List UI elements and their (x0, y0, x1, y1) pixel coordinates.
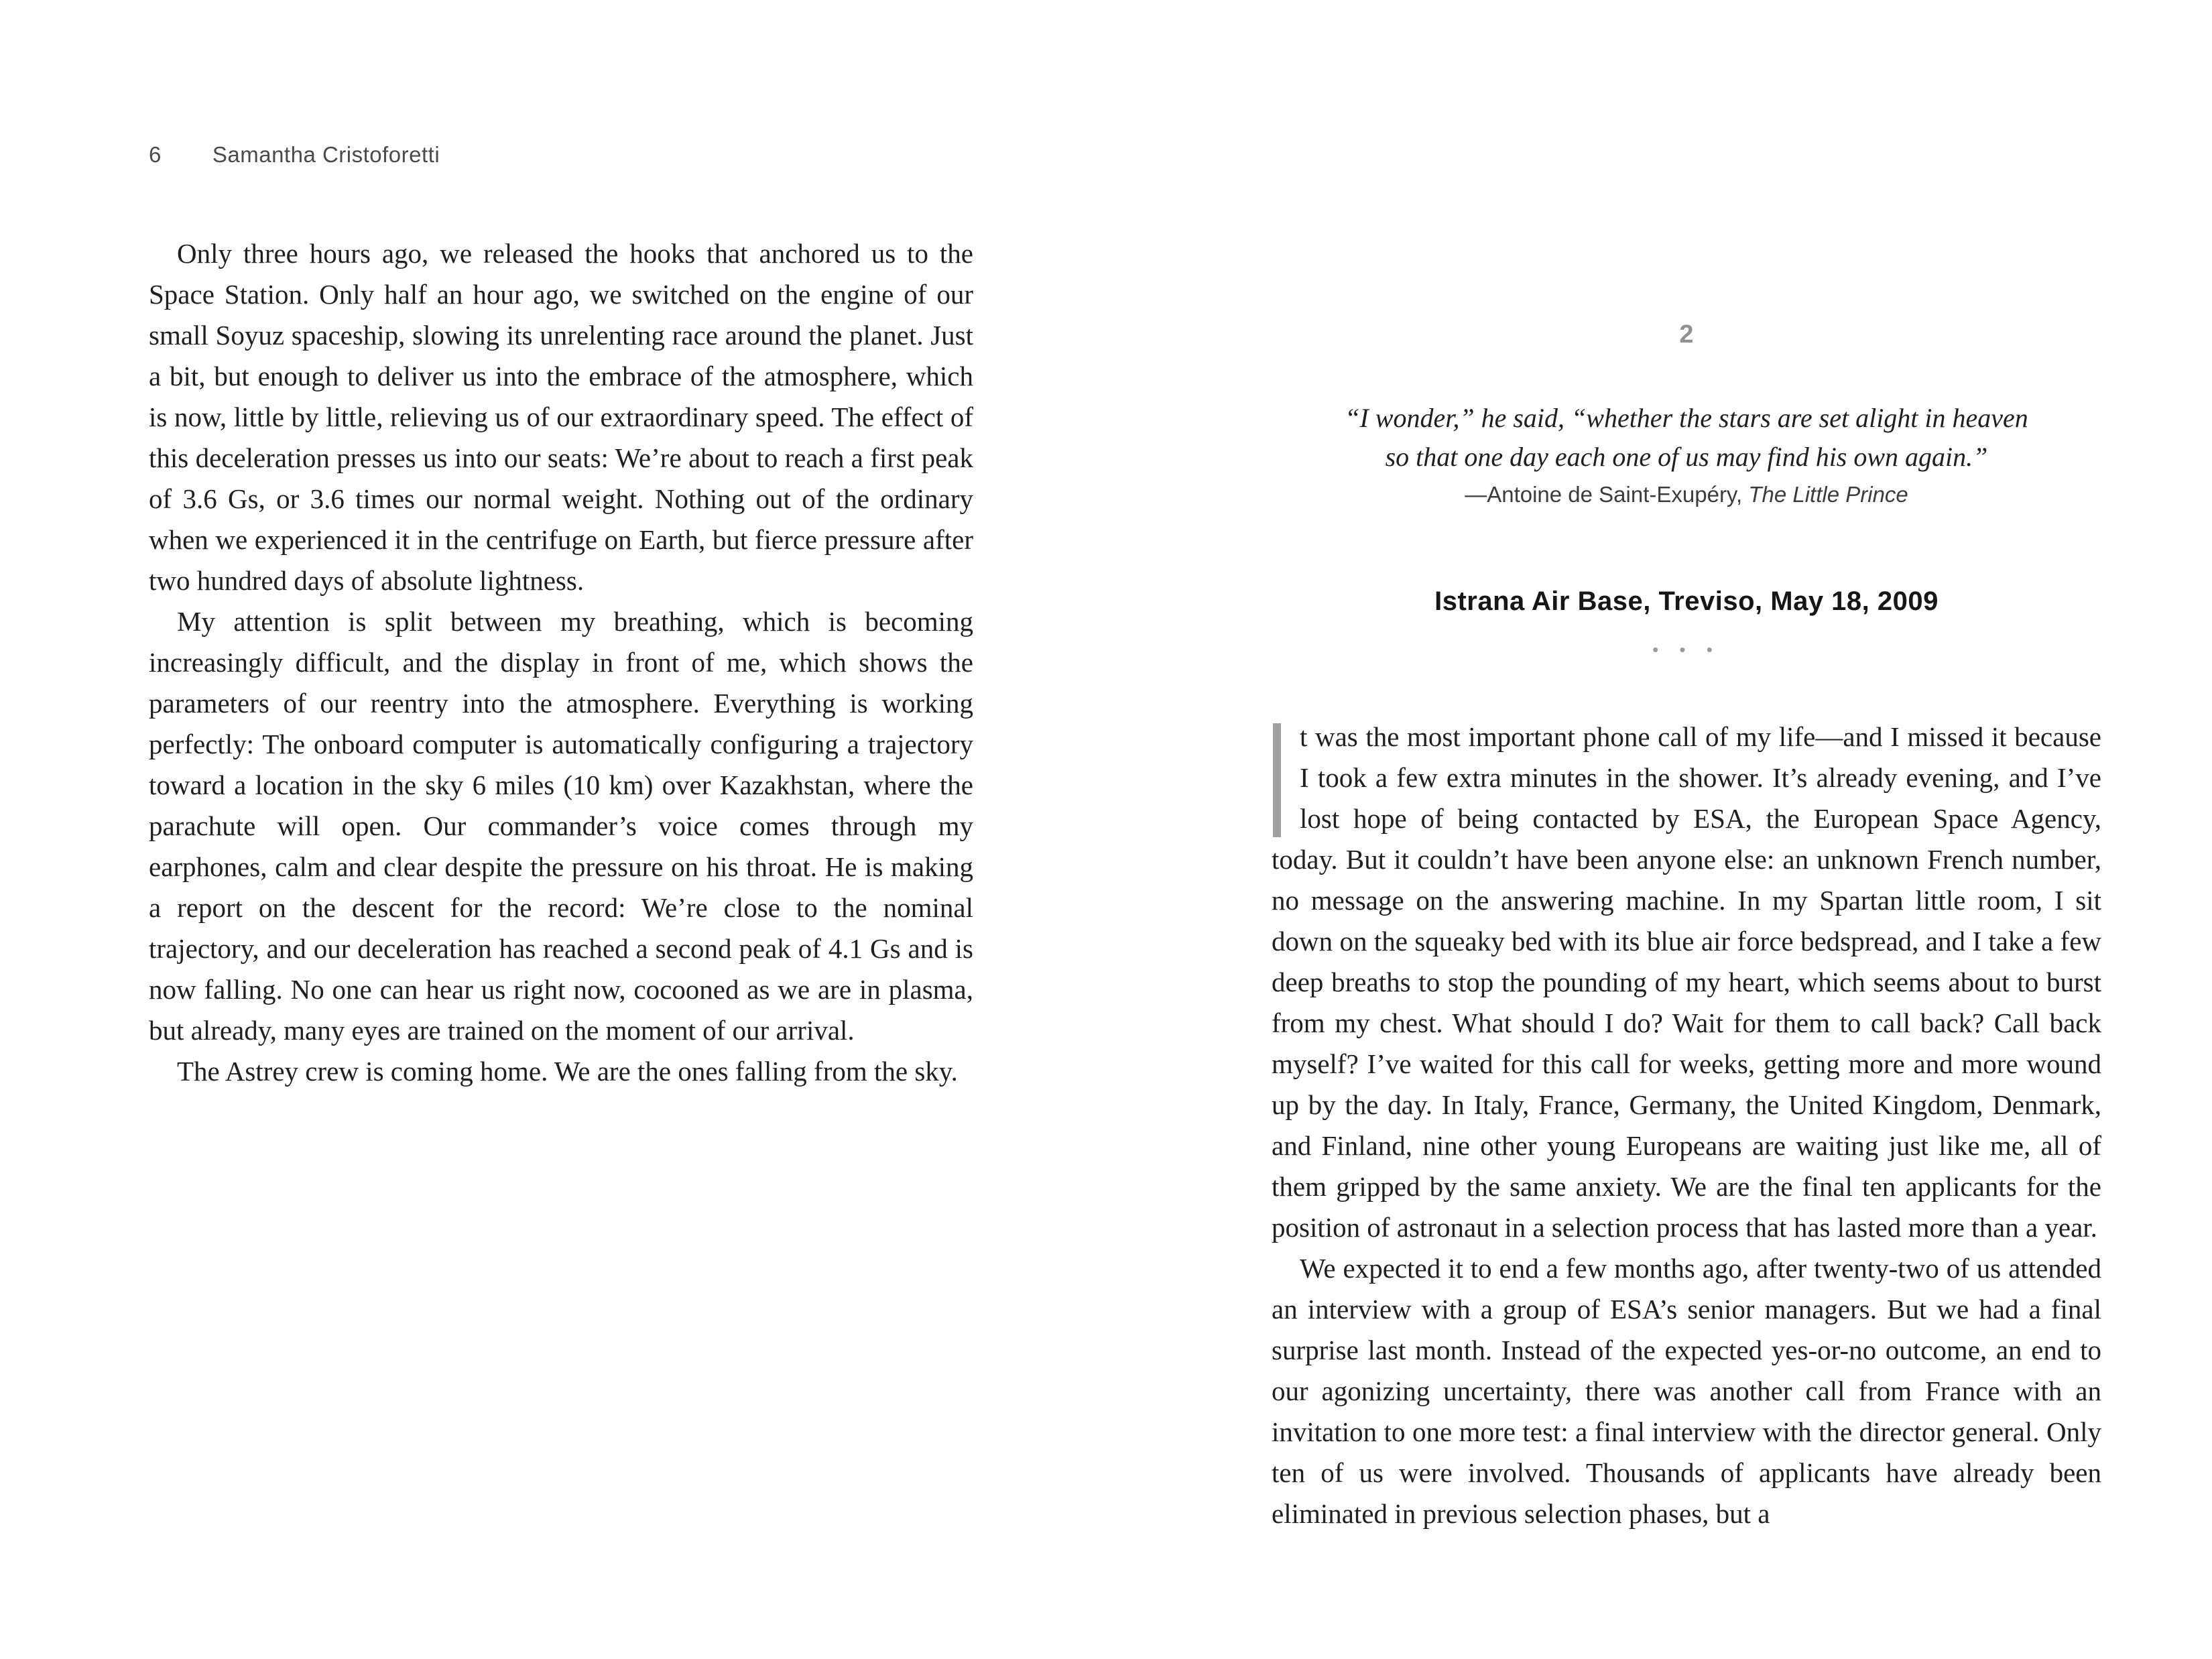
ornament-dots: • • • (1652, 639, 1721, 660)
drop-cap-initial (1273, 723, 1281, 837)
paragraph (1272, 717, 2101, 1248)
paragraph: Only three hours ago, we released the hooks that anchored us to the Space Station. Only half an hour ago, we switched on the engine of our small Soyuz spaceship, slowing its unrelenting race around the planet. Just a bit, but enough to deliver us into the embrace of the atmosphere, which is now, little by little, relieving us of our extraordinary speed. The effect of this deceleration presses us into our seats: We’re about to reach a first peak of 3.6 Gs, or 3.6 times our normal weight. Nothing out of the ordinary when we experienced it in the centrifuge on Earth, but fierce pressure after two hundred days of absolute lightness. (149, 238, 973, 596)
epigraph-attribution (1272, 482, 2101, 507)
right-page (1272, 320, 2101, 1534)
section-heading: Istrana Air Base, Treviso, May 18, 2009 (1434, 587, 1939, 616)
epigraph-line: so that one day each one of us may find his own again.” (1385, 442, 1988, 472)
running-header-title: Samantha Cristoforetti (212, 142, 440, 167)
paragraph-text: t was the most important phone call of my life—and I missed it because I took a few extra minutes in the shower. It’s already evening, and I’ve lost hope of being contacted by ESA, the European Space Agency, today. But it couldn’t have been anyone else: an unknown French number, no message on the answering machine. In my Spartan little room, I sit down on the squeaky bed with its blue air force bedspread, and I take a few deep breaths to stop the pounding of my heart, which seems about to burst from my chest. What should I do? Wait for them to call back? Call back myself? I’ve waited for this call for weeks, getting more and more wound up by the day. In Italy, France, Germany, the United Kingdom, Denmark, and Finland, nine other young Europeans are waiting just like me, all of them gripped by the same anxiety. We are the final ten applicants for the position of astronaut in a selection process that has lasted more than a year. (1272, 721, 2101, 1243)
epigraph (1272, 399, 2101, 477)
paragraph: The Astrey crew is coming home. We are the ones falling from the sky. (177, 1056, 958, 1087)
right-page-body (1272, 717, 2101, 1534)
running-header (149, 142, 973, 168)
paragraph: We expected it to end a few months ago, after twenty-two of us attended an interview with a group of ESA’s senior managers. But we had a final surprise last month. Instead of the expected yes-or-no outcome, an end to our agonizing uncertainty, there was another call from France with an invitation to one more test: a final interview with the director general. Only ten of us were involved. Thousands of applicants have already been eliminated in previous selection phases, but a (1272, 1253, 2101, 1529)
page-number: 6 (149, 142, 162, 167)
left-page-body (149, 233, 973, 1092)
chapter-number: 2 (1679, 320, 1694, 349)
epigraph-work-title: The Little Prince (1748, 482, 1908, 507)
epigraph-line: “I wonder,” he said, “whether the stars are set alight in heaven (1345, 403, 2028, 433)
epigraph-author: —Antoine de Saint-Exupéry, (1465, 482, 1749, 507)
paragraph: My attention is split between my breathing, which is becoming increasingly difficult, and the display in front of me, which shows the parameters of our reentry into the atmosphere. Everything is working perfectly: The onboard computer is automatically configuring a trajectory toward a location in the sky 6 miles (10 km) over Kazakhstan, where the parachute will open. Our commander’s voice comes through my earphones, calm and clear despite the pressure on his throat. He is making a report on the descent for the record: We’re close to the nominal trajectory, and our deceleration has reached a second peak of 4.1 Gs and is now falling. No one can hear us right now, cocooned as we are in plasma, but already, many eyes are trained on the moment of our arrival. (149, 606, 973, 1046)
left-page (149, 142, 973, 1092)
